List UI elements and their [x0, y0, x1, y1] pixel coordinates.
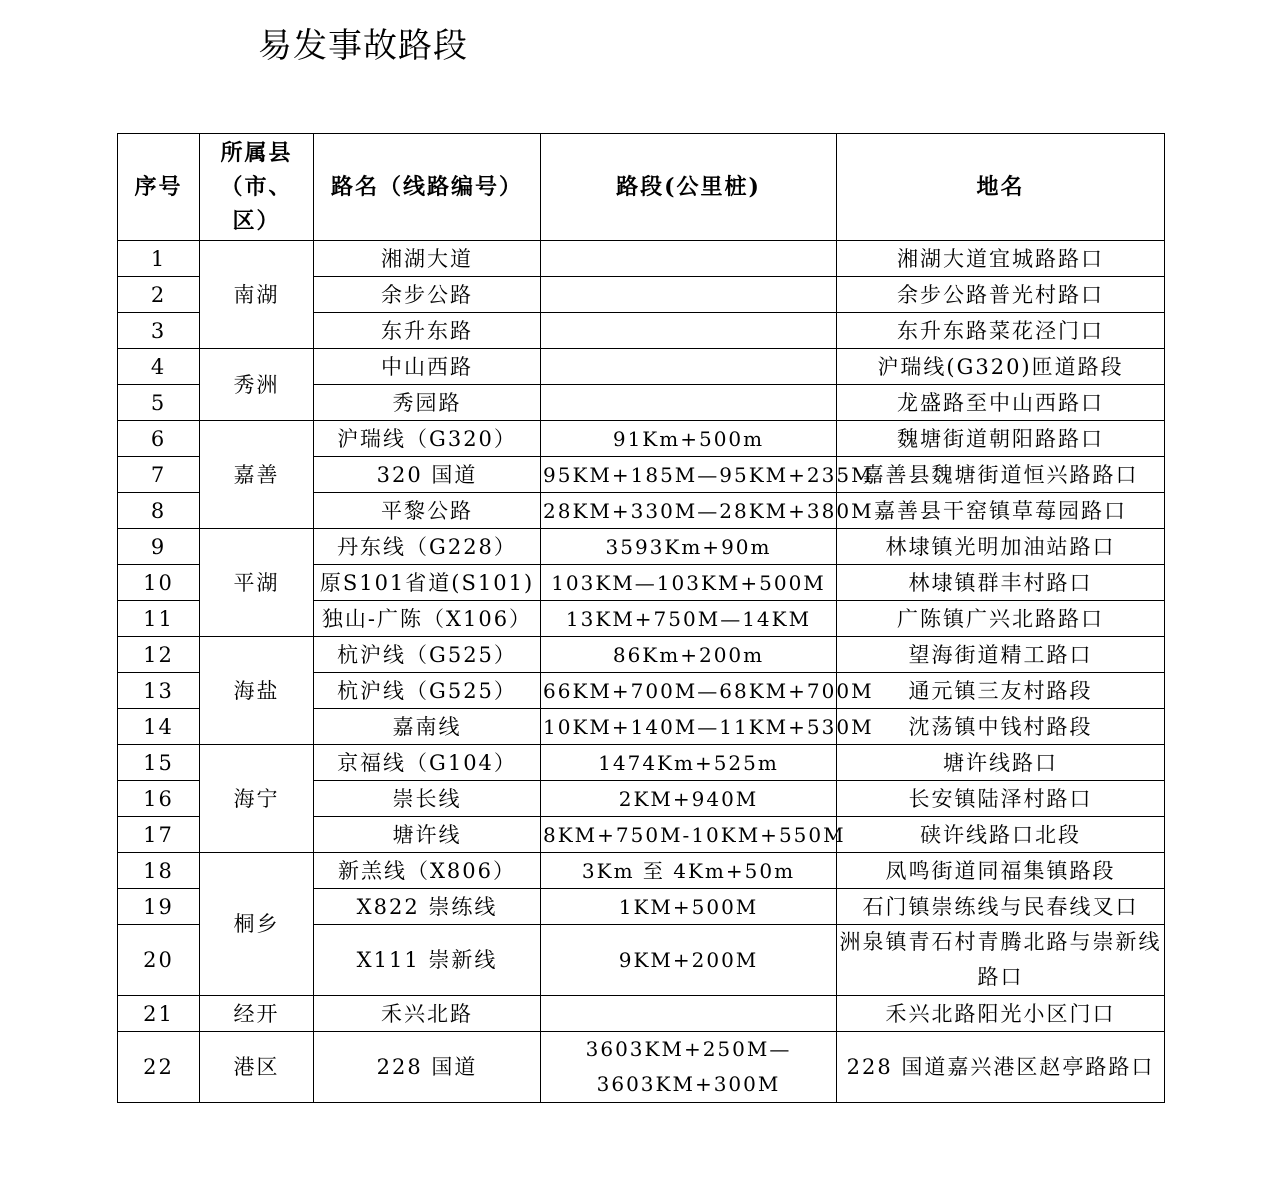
seq-cell: 16: [118, 781, 200, 817]
road-name-cell: X111 崇新线: [314, 925, 541, 996]
place-cell: 石门镇崇练线与民春线叉口: [837, 889, 1165, 925]
road-name-cell: 新羔线（X806）: [314, 853, 541, 889]
seq-cell: 19: [118, 889, 200, 925]
road-name-cell: 独山-广陈（X106）: [314, 601, 541, 637]
seq-cell: 14: [118, 709, 200, 745]
table-row: [118, 996, 1165, 1032]
segment-cell: 8KM+750M-10KM+550M: [541, 817, 837, 853]
place-cell: 硖许线路口北段: [837, 817, 1165, 853]
seq-cell: 4: [118, 349, 200, 385]
segment-cell: 103KM—103KM+500M: [541, 565, 837, 601]
road-name-cell: 平黎公路: [314, 493, 541, 529]
county-cell: 桐乡: [200, 853, 314, 996]
place-cell: 嘉善县魏塘街道恒兴路路口: [837, 457, 1165, 493]
place-cell: 通元镇三友村路段: [837, 673, 1165, 709]
table-header-row: [118, 134, 1165, 241]
place-cell: 广陈镇广兴北路路口: [837, 601, 1165, 637]
place-cell: 长安镇陆泽村路口: [837, 781, 1165, 817]
table-body: [118, 241, 1165, 1103]
county-cell: 海盐: [200, 637, 314, 745]
segment-cell: 1KM+500M: [541, 889, 837, 925]
place-cell: 东升东路菜花泾门口: [837, 313, 1165, 349]
seq-cell: 7: [118, 457, 200, 493]
segment-cell: [541, 385, 837, 421]
segment-cell: 9KM+200M: [541, 925, 837, 996]
place-cell: 余步公路普光村路口: [837, 277, 1165, 313]
road-name-cell: 京福线（G104）: [314, 745, 541, 781]
county-cell: 嘉善: [200, 421, 314, 529]
road-name-cell: 沪瑞线（G320）: [314, 421, 541, 457]
road-name-cell: 禾兴北路: [314, 996, 541, 1032]
road-name-cell: 丹东线（G228）: [314, 529, 541, 565]
county-cell: 海宁: [200, 745, 314, 853]
road-name-cell: 秀园路: [314, 385, 541, 421]
segment-cell: [541, 277, 837, 313]
header-road: 路名（线路编号）: [314, 134, 541, 241]
header-county: 所属县（市、区）: [200, 134, 314, 241]
seq-cell: 5: [118, 385, 200, 421]
county-cell: 南湖: [200, 241, 314, 349]
county-cell: 港区: [200, 1032, 314, 1103]
place-cell: 嘉善县干窑镇草莓园路口: [837, 493, 1165, 529]
place-cell: 228 国道嘉兴港区赵亭路路口: [837, 1032, 1165, 1103]
table-row: [118, 1032, 1165, 1103]
road-name-cell: 中山西路: [314, 349, 541, 385]
road-name-cell: 杭沪线（G525）: [314, 673, 541, 709]
county-cell: 平湖: [200, 529, 314, 637]
place-cell: 塘许线路口: [837, 745, 1165, 781]
seq-cell: 8: [118, 493, 200, 529]
accident-road-table: [117, 133, 1165, 1103]
table-row: [118, 853, 1165, 889]
segment-cell: 3Km 至 4Km+50m: [541, 853, 837, 889]
road-name-cell: 嘉南线: [314, 709, 541, 745]
seq-cell: 18: [118, 853, 200, 889]
place-cell: 林埭镇光明加油站路口: [837, 529, 1165, 565]
table-row: [118, 421, 1165, 457]
road-name-cell: 杭沪线（G525）: [314, 637, 541, 673]
road-name-cell: 320 国道: [314, 457, 541, 493]
seq-cell: 10: [118, 565, 200, 601]
seq-cell: 6: [118, 421, 200, 457]
segment-cell: [541, 349, 837, 385]
seq-cell: 20: [118, 925, 200, 996]
road-name-cell: 东升东路: [314, 313, 541, 349]
road-name-cell: 塘许线: [314, 817, 541, 853]
place-cell: 凤鸣街道同福集镇路段: [837, 853, 1165, 889]
place-cell: 望海街道精工路口: [837, 637, 1165, 673]
table-row: [118, 241, 1165, 277]
county-cell: 经开: [200, 996, 314, 1032]
seq-cell: 15: [118, 745, 200, 781]
seq-cell: 2: [118, 277, 200, 313]
segment-cell: 95KM+185M—95KM+235M: [541, 457, 837, 493]
segment-cell: 28KM+330M—28KM+380M: [541, 493, 837, 529]
seq-cell: 11: [118, 601, 200, 637]
table-row: [118, 745, 1165, 781]
place-cell: 魏塘街道朝阳路路口: [837, 421, 1165, 457]
header-seq: 序号: [118, 134, 200, 241]
road-name-cell: 余步公路: [314, 277, 541, 313]
table-row: [118, 529, 1165, 565]
seq-cell: 21: [118, 996, 200, 1032]
segment-cell: [541, 313, 837, 349]
segment-cell: 3603KM+250M—3603KM+300M: [541, 1032, 837, 1103]
road-name-cell: 湘湖大道: [314, 241, 541, 277]
segment-cell: [541, 996, 837, 1032]
table-row: [118, 349, 1165, 385]
header-segment: 路段(公里桩): [541, 134, 837, 241]
place-cell: 沪瑞线(G320)匝道路段: [837, 349, 1165, 385]
segment-cell: 3593Km+90m: [541, 529, 837, 565]
segment-cell: 1474Km+525m: [541, 745, 837, 781]
place-cell: 洲泉镇青石村青腾北路与崇新线路口: [837, 925, 1165, 996]
header-place: 地名: [837, 134, 1165, 241]
road-name-cell: 崇长线: [314, 781, 541, 817]
place-cell: 湘湖大道宜城路路口: [837, 241, 1165, 277]
seq-cell: 3: [118, 313, 200, 349]
segment-cell: 86Km+200m: [541, 637, 837, 673]
seq-cell: 17: [118, 817, 200, 853]
place-cell: 龙盛路至中山西路口: [837, 385, 1165, 421]
place-cell: 沈荡镇中钱村路段: [837, 709, 1165, 745]
road-name-cell: 228 国道: [314, 1032, 541, 1103]
road-name-cell: 原S101省道(S101): [314, 565, 541, 601]
segment-cell: 2KM+940M: [541, 781, 837, 817]
table-row: [118, 637, 1165, 673]
road-name-cell: X822 崇练线: [314, 889, 541, 925]
place-cell: 禾兴北路阳光小区门口: [837, 996, 1165, 1032]
county-cell: 秀洲: [200, 349, 314, 421]
segment-cell: 66KM+700M—68KM+700M: [541, 673, 837, 709]
segment-cell: 10KM+140M—11KM+530M: [541, 709, 837, 745]
segment-cell: 13KM+750M—14KM: [541, 601, 837, 637]
seq-cell: 13: [118, 673, 200, 709]
page-title: 易发事故路段: [258, 26, 468, 66]
segment-cell: [541, 241, 837, 277]
seq-cell: 1: [118, 241, 200, 277]
seq-cell: 9: [118, 529, 200, 565]
seq-cell: 22: [118, 1032, 200, 1103]
seq-cell: 12: [118, 637, 200, 673]
place-cell: 林埭镇群丰村路口: [837, 565, 1165, 601]
segment-cell: 91Km+500m: [541, 421, 837, 457]
